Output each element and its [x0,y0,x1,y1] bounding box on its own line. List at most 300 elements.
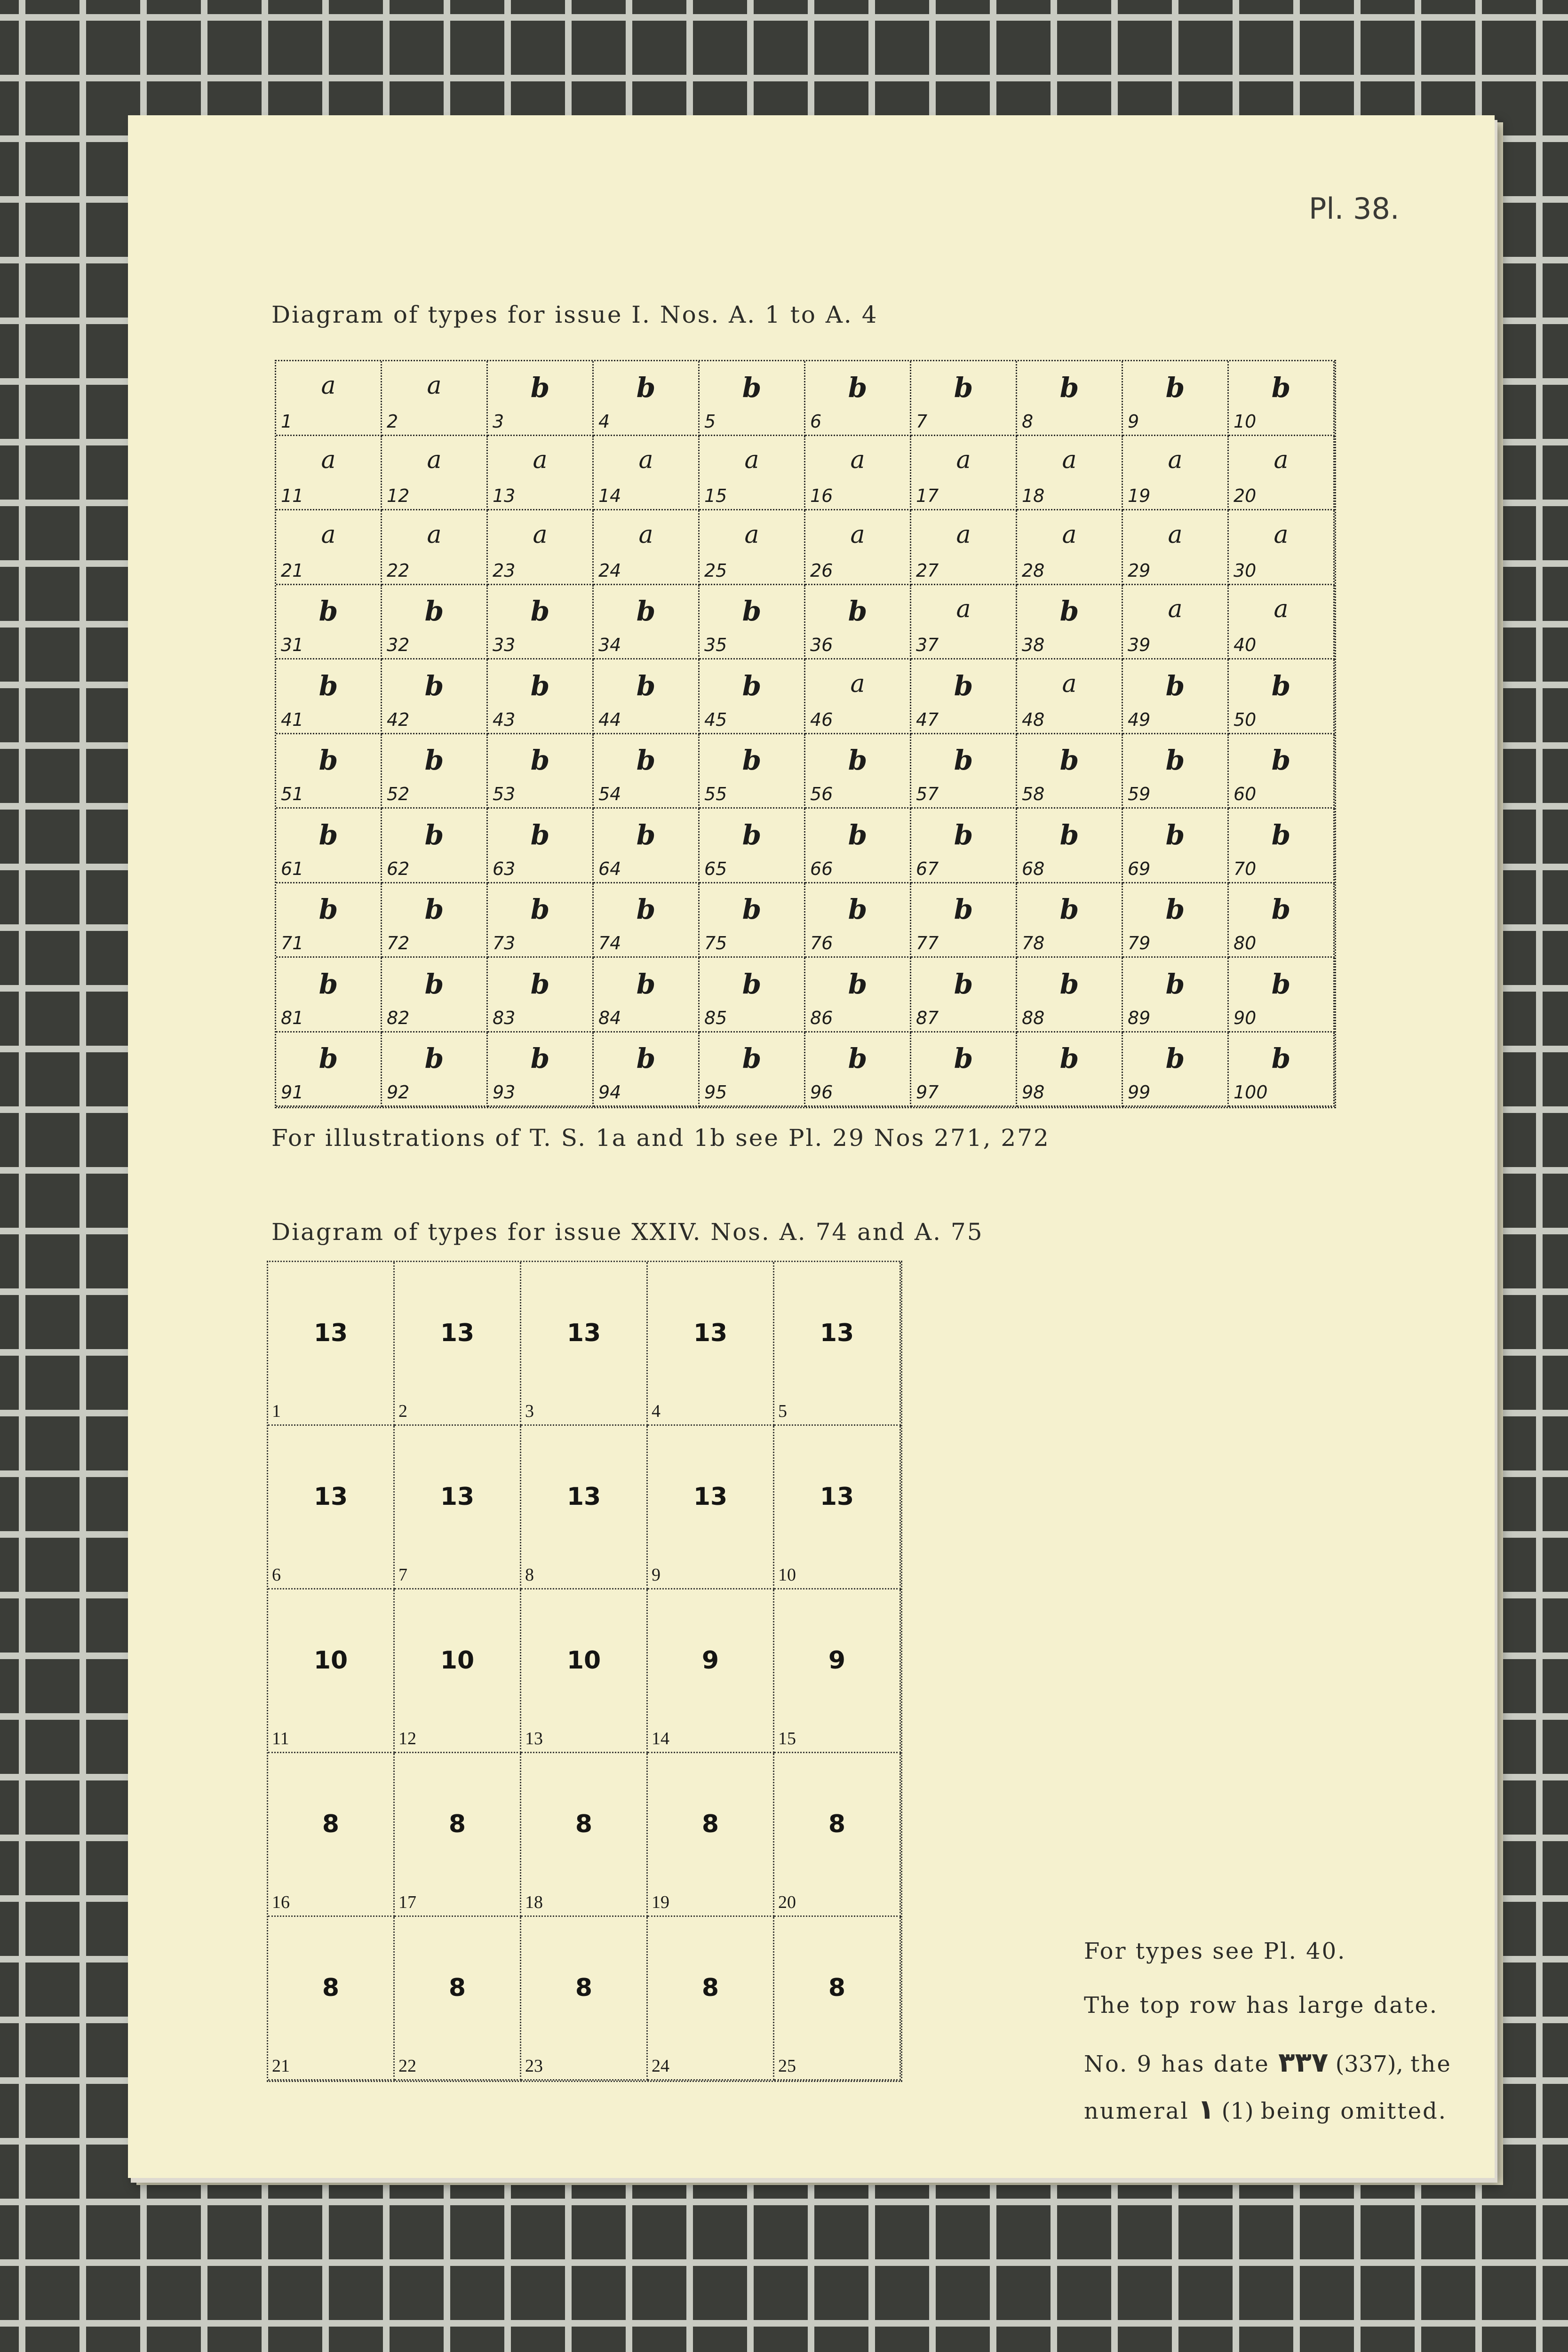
date-value: 8 [448,1810,466,1838]
position-number: 98 [1022,1082,1045,1103]
type-letter: b [636,1042,656,1075]
position-number: 42 [387,709,410,730]
type-cell [1229,436,1335,511]
type-cell [488,436,594,511]
type-letter: b [954,818,973,851]
date-value: 8 [575,1973,593,2002]
type-cell [911,958,1017,1033]
type-cell [1017,958,1123,1033]
type-letter: b [1271,968,1291,1000]
position-number: 9 [652,1565,661,1585]
date-value: 9 [701,1646,719,1675]
type-cell [488,883,594,958]
type-letter: b [424,968,444,1000]
type-cell [1017,660,1123,734]
type-letter: b [848,818,868,851]
position-number: 22 [387,560,410,581]
type-cell [276,660,382,734]
date-cell [648,1917,774,2081]
type-letter: a [956,595,971,624]
position-number: 69 [1128,858,1151,879]
position-number: 41 [281,709,304,730]
type-letter: b [1271,893,1291,926]
date-cell [774,1917,901,2081]
position-number: 78 [1022,933,1045,954]
date-cell [395,1262,521,1426]
type-letter: a [1168,595,1183,624]
position-number: 27 [916,560,939,581]
position-number: 89 [1128,1007,1151,1028]
type-cell [1017,361,1123,436]
position-number: 18 [525,1892,543,1912]
position-number: 7 [916,411,928,432]
position-number: 91 [281,1082,304,1103]
position-number: 50 [1234,709,1257,730]
date-value: 13 [566,1482,601,1511]
type-cell [911,1033,1017,1107]
type-cell [1123,361,1229,436]
position-number: 74 [598,933,621,954]
position-number: 48 [1022,709,1045,730]
position-number: 7 [398,1565,407,1585]
type-letter: b [1271,371,1291,404]
type-letter: b [318,893,338,926]
position-number: 21 [281,560,304,581]
type-letter: b [742,744,762,777]
type-cell [594,734,700,809]
position-number: 25 [778,2056,796,2076]
type-letter: a [427,371,442,400]
position-number: 12 [398,1729,416,1748]
position-number: 2 [398,1401,407,1421]
date-value: 13 [440,1482,475,1511]
position-number: 97 [916,1082,939,1103]
position-number: 58 [1022,784,1045,804]
position-number: 63 [493,858,516,879]
position-number: 64 [598,858,621,879]
position-number: 20 [1234,485,1257,506]
type-cell [1229,883,1335,958]
position-number: 68 [1022,858,1045,879]
type-letter: a [321,520,336,549]
position-number: 94 [598,1082,621,1103]
position-number: 82 [387,1007,410,1028]
type-cell [382,585,488,660]
type-letter: b [848,1042,868,1075]
position-number: 33 [493,635,516,655]
position-number: 59 [1128,784,1151,804]
date-cell [268,1917,395,2081]
type-letter: a [850,669,865,698]
type-cell [700,361,805,436]
date-value: 10 [566,1646,601,1675]
position-number: 61 [281,858,304,879]
type-letter: a [1062,520,1077,549]
type-letter: a [427,520,442,549]
type-cell [594,883,700,958]
type-letter: b [1059,595,1079,628]
position-number: 38 [1022,635,1045,655]
type-cell [700,585,805,660]
type-letter: b [318,818,338,851]
type-letter: a [1062,446,1077,475]
type-cell [805,361,911,436]
position-number: 60 [1234,784,1257,804]
issue24-type-grid [267,1261,902,2082]
position-number: 32 [387,635,410,655]
type-letter: b [530,968,550,1000]
position-number: 15 [778,1729,796,1748]
date-cell [268,1262,395,1426]
type-cell [1123,734,1229,809]
position-number: 13 [493,485,516,506]
arabic-numeral-1: ١ [1197,2093,1215,2125]
type-letter: b [424,744,444,777]
type-letter: b [318,744,338,777]
type-cell [1123,436,1229,511]
position-number: 65 [704,858,727,879]
type-cell [805,734,911,809]
type-cell [700,734,805,809]
date-cell [395,1589,521,1753]
type-letter: a [1168,446,1183,475]
type-letter: b [636,595,656,628]
date-cell [648,1589,774,1753]
type-letter: b [424,893,444,926]
date-value: 10 [313,1646,348,1675]
type-letter: b [318,669,338,702]
type-cell [488,809,594,883]
position-number: 93 [493,1082,516,1103]
type-letter: b [1271,669,1291,702]
position-number: 21 [272,2056,290,2076]
type-cell [1123,1033,1229,1107]
type-letter: b [636,371,656,404]
type-cell [805,1033,911,1107]
position-number: 39 [1128,635,1151,655]
position-number: 8 [1022,411,1034,432]
position-number: 83 [493,1007,516,1028]
type-letter: b [1059,1042,1079,1075]
type-cell [382,361,488,436]
type-letter: b [636,893,656,926]
date-value: 8 [828,1810,846,1838]
plate-page [128,115,1495,2178]
type-letter: b [1059,893,1079,926]
type-letter: b [424,818,444,851]
type-cell [911,361,1017,436]
position-number: 44 [598,709,621,730]
type-letter: b [1059,968,1079,1000]
note-numeral-text-before: numeral [1084,2098,1189,2124]
position-number: 79 [1128,933,1151,954]
type-cell [276,510,382,585]
type-cell [1123,585,1229,660]
position-number: 2 [387,411,398,432]
type-cell [1017,883,1123,958]
position-number: 29 [1128,560,1151,581]
type-cell [1017,585,1123,660]
position-number: 67 [916,858,939,879]
type-letter: b [1165,669,1185,702]
type-cell [805,585,911,660]
position-number: 25 [704,560,727,581]
type-letter: b [742,1042,762,1075]
position-number: 53 [493,784,516,804]
type-letter: b [848,371,868,404]
type-letter: b [848,744,868,777]
illustrations-note: For illustrations of T. S. 1a and 1b see Pl. 29 Nos 271, 272 [271,1124,1050,1152]
type-cell [1229,585,1335,660]
type-cell [594,510,700,585]
type-letter: a [1168,520,1183,549]
type-cell [911,585,1017,660]
type-cell [1123,809,1229,883]
position-number: 90 [1234,1007,1257,1028]
date-value: 13 [313,1482,348,1511]
type-cell [700,883,805,958]
position-number: 77 [916,933,939,954]
type-cell [700,809,805,883]
type-cell [700,1033,805,1107]
type-letter: b [636,968,656,1000]
position-number: 11 [281,485,304,506]
type-letter: a [638,520,653,549]
position-number: 8 [525,1565,534,1585]
type-letter: a [321,446,336,475]
position-number: 37 [916,635,939,655]
type-cell [382,809,488,883]
type-letter: b [1165,744,1185,777]
date-cell [521,1426,648,1589]
position-number: 34 [598,635,621,655]
date-cell [395,1426,521,1589]
type-cell [382,1033,488,1107]
position-number: 84 [598,1007,621,1028]
type-letter: b [1059,371,1079,404]
position-number: 5 [704,411,716,432]
date-cell [521,1753,648,1917]
position-number: 62 [387,858,410,879]
type-letter: b [954,893,973,926]
type-letter: b [742,818,762,851]
type-letter: a [1274,446,1289,475]
type-letter: b [848,893,868,926]
date-value: 13 [693,1482,728,1511]
type-cell [1229,734,1335,809]
position-number: 14 [652,1729,669,1748]
date-value: 10 [440,1646,475,1675]
position-number: 6 [272,1565,281,1585]
type-letter: a [956,446,971,475]
position-number: 47 [916,709,939,730]
issue1-diagram-caption: Diagram of types for issue I. Nos. A. 1 to A. 4 [271,301,878,328]
date-cell [648,1426,774,1589]
type-cell [382,660,488,734]
position-number: 49 [1128,709,1151,730]
position-number: 18 [1022,485,1045,506]
position-number: 81 [281,1007,304,1028]
type-cell [594,585,700,660]
type-cell [1017,734,1123,809]
type-cell [1123,883,1229,958]
type-cell [805,809,911,883]
date-value: 13 [566,1319,601,1347]
position-number: 20 [778,1892,796,1912]
date-cell [774,1589,901,1753]
type-letter: a [321,371,336,400]
type-letter: b [954,371,973,404]
note-types-reference: For types see Pl. 40. [1084,1938,1346,1964]
position-number: 43 [493,709,516,730]
position-number: 57 [916,784,939,804]
position-number: 66 [810,858,833,879]
type-cell [276,958,382,1033]
position-number: 3 [493,411,504,432]
position-number: 1 [272,1401,281,1421]
date-value: 13 [440,1319,475,1347]
type-letter: b [1059,818,1079,851]
type-letter: b [1271,818,1291,851]
type-cell [700,436,805,511]
date-cell [774,1753,901,1917]
date-cell [395,1753,521,1917]
type-cell [382,436,488,511]
type-letter: b [424,1042,444,1075]
position-number: 51 [281,784,304,804]
date-value: 13 [693,1319,728,1347]
type-letter: a [1062,669,1077,698]
date-cell [395,1917,521,2081]
type-letter: b [530,893,550,926]
position-number: 71 [281,933,304,954]
position-number: 3 [525,1401,534,1421]
position-number: 95 [704,1082,727,1103]
date-cell [521,1589,648,1753]
position-number: 86 [810,1007,833,1028]
type-cell [1229,809,1335,883]
position-number: 70 [1234,858,1257,879]
date-cell [268,1753,395,1917]
type-cell [382,510,488,585]
position-number: 10 [778,1565,796,1585]
type-cell [276,734,382,809]
type-cell [276,436,382,511]
type-cell [911,660,1017,734]
date-value: 8 [701,1810,719,1838]
type-cell [1229,958,1335,1033]
type-cell [1123,958,1229,1033]
type-letter: a [744,520,759,549]
type-letter: b [318,1042,338,1075]
type-cell [805,436,911,511]
position-number: 55 [704,784,727,804]
type-cell [1017,1033,1123,1107]
issue1-type-grid [275,360,1336,1108]
type-cell [594,361,700,436]
date-cell [521,1917,648,2081]
position-number: 17 [398,1892,416,1912]
type-cell [488,361,594,436]
type-letter: a [533,446,548,475]
type-letter: b [1271,744,1291,777]
position-number: 15 [704,485,727,506]
type-letter: b [1165,818,1185,851]
type-letter: b [424,595,444,628]
position-number: 36 [810,635,833,655]
note-top-row: The top row has large date. [1084,1992,1438,2018]
type-cell [1123,660,1229,734]
position-number: 40 [1234,635,1257,655]
type-cell [488,585,594,660]
position-number: 19 [1128,485,1151,506]
date-cell [774,1426,901,1589]
type-cell [594,1033,700,1107]
position-number: 54 [598,784,621,804]
plate-number: Pl. 38. [1309,191,1400,226]
position-number: 16 [810,485,833,506]
arabic-date-337: ٣٣٧ [1278,2046,1329,2078]
type-cell [700,958,805,1033]
type-letter: b [954,744,973,777]
date-value: 8 [701,1973,719,2002]
position-number: 31 [281,635,304,655]
date-cell [521,1262,648,1426]
type-cell [1123,510,1229,585]
type-letter: b [636,818,656,851]
type-cell [594,958,700,1033]
note-date-text-before: No. 9 has date [1084,2051,1270,2077]
date-value: 13 [820,1319,854,1347]
type-cell [911,436,1017,511]
type-letter: b [954,1042,973,1075]
type-cell [1017,510,1123,585]
position-number: 75 [704,933,727,954]
date-cell [648,1753,774,1917]
position-number: 85 [704,1007,727,1028]
type-letter: b [1271,1042,1291,1075]
type-letter: b [848,968,868,1000]
type-cell [488,734,594,809]
date-value: 13 [820,1482,854,1511]
position-number: 28 [1022,560,1045,581]
position-number: 4 [652,1401,661,1421]
type-letter: b [1165,968,1185,1000]
position-number: 10 [1234,411,1257,432]
position-number: 30 [1234,560,1257,581]
type-letter: a [533,520,548,549]
position-number: 26 [810,560,833,581]
type-letter: b [742,968,762,1000]
position-number: 23 [525,2056,543,2076]
position-number: 96 [810,1082,833,1103]
type-cell [911,883,1017,958]
position-number: 24 [598,560,621,581]
position-number: 11 [272,1729,289,1748]
type-letter: b [530,818,550,851]
position-number: 76 [810,933,833,954]
position-number: 6 [810,411,822,432]
type-letter: b [424,669,444,702]
note-date-text-after: (337), the [1335,2051,1452,2077]
type-letter: a [850,520,865,549]
type-cell [911,510,1017,585]
position-number: 9 [1128,411,1139,432]
type-letter: b [636,744,656,777]
position-number: 5 [778,1401,787,1421]
type-letter: b [742,893,762,926]
issue24-diagram-caption: Diagram of types for issue XXIV. Nos. A. 74 and A. 75 [271,1218,984,1246]
